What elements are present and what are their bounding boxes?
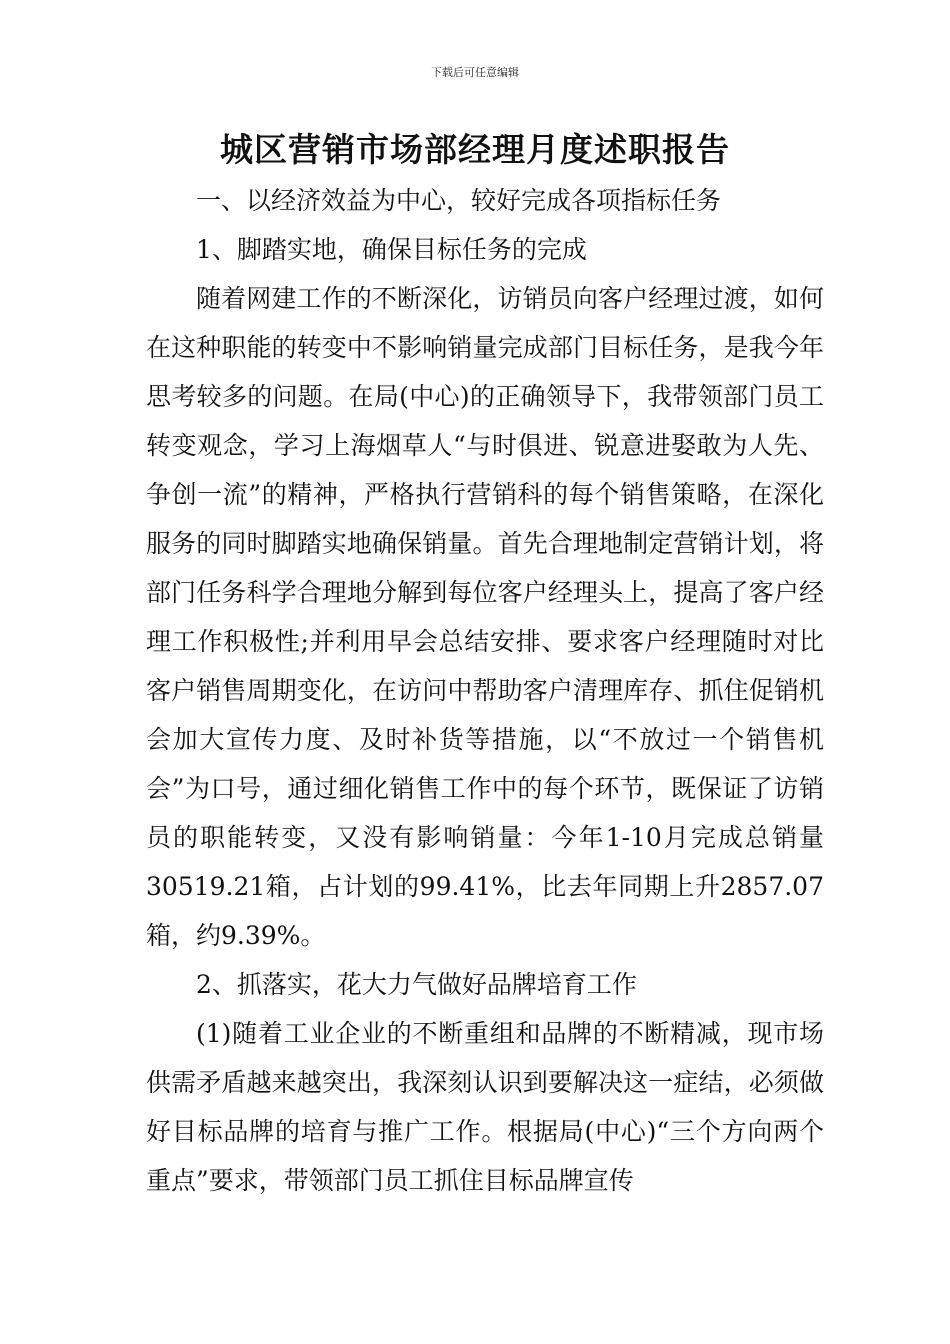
document-title: 城区营销市场部经理月度述职报告 (220, 130, 730, 169)
paragraph-brand-cultivation: (1)随着工业企业的不断重组和品牌的不断精减，现市场供需矛盾越来越突出，我深刻认识到要解决这一症结，必须做好目标品牌的培育与推广工作。根据局(中心)“三个方向两个重点”要求，带领部门员工抓住目标品牌宣传 (146, 1019, 824, 1195)
section-heading-1: 一、以经济效益为中心，较好完成各项指标任务 (196, 186, 722, 215)
header-note: 下载后可任意编辑 (431, 66, 519, 79)
subsection-heading-2: 2、抓落实，花大力气做好品牌培育工作 (196, 970, 637, 999)
subsection-heading-1: 1、脚踏实地，确保目标任务的完成 (196, 235, 587, 264)
document-body (146, 176, 824, 1205)
paragraph-sales-target: 随着网建工作的不断深化，访销员向客户经理过渡，如何在这种职能的转变中不影响销量完成部门目标任务，是我今年思考较多的问题。在局(中心)的正确领导下，我带领部门员工转变观念，学习上海烟草人“与时俱进、锐意进娶敢为人先、争创一流”的精神，严格执行营销科的每个销售策略，在深化服务的同时脚踏实地确保销量。首先合理地制定营销计划，将部门任务科学合理地分解到每位客户经理头上，提高了客户经理工作积极性;并利用早会总结安排、要求客户经理随时对比客户销售周期变化，在访问中帮助客户清理库存、抓住促销机会加大宣传力度、及时补货等措施，以“不放过一个销售机会”为口号，通过细化销售工作中的每个环节，既保证了访销员的职能转变，又没有影响销量：今年1-10月完成总销量30519.21箱，占计划的99.41%，比去年同期上升2857.07箱，约9.39%。 (146, 284, 824, 950)
